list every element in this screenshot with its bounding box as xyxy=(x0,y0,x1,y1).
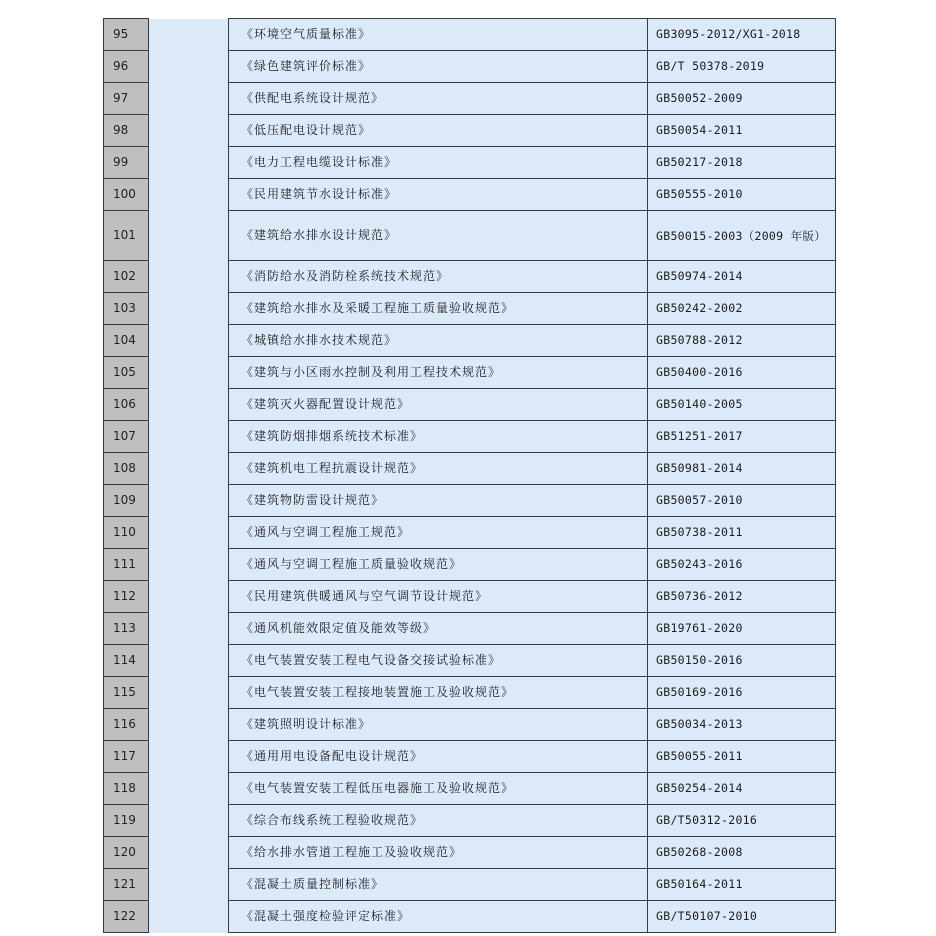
standard-name: 《消防给水及消防栓系统技术规范》 xyxy=(229,261,648,293)
standard-code: GB50140-2005 xyxy=(648,389,836,421)
standard-code: GB50052-2009 xyxy=(648,83,836,115)
standard-name: 《电气装置安装工程接地装置施工及验收规范》 xyxy=(229,677,648,709)
row-number: 109 xyxy=(104,485,149,517)
row-number: 107 xyxy=(104,421,149,453)
row-number: 105 xyxy=(104,357,149,389)
standard-code: GB3095-2012/XG1-2018 xyxy=(648,19,836,51)
standard-code: GB50254-2014 xyxy=(648,773,836,805)
row-number: 115 xyxy=(104,677,149,709)
standard-name: 《民用建筑供暖通风与空气调节设计规范》 xyxy=(229,581,648,613)
standard-code: GB50974-2014 xyxy=(648,261,836,293)
standard-name: 《综合布线系统工程验收规范》 xyxy=(229,805,648,837)
row-number: 101 xyxy=(104,211,149,261)
row-number: 112 xyxy=(104,581,149,613)
standard-name: 《建筑给水排水设计规范》 xyxy=(229,211,648,261)
standard-name: 《通风机能效限定值及能效等级》 xyxy=(229,613,648,645)
standard-code: GB50015-2003（2009 年版） xyxy=(648,211,836,261)
row-number: 99 xyxy=(104,147,149,179)
standard-code: GB50981-2014 xyxy=(648,453,836,485)
standard-code: GB/T50107-2010 xyxy=(648,901,836,933)
standard-name: 《建筑与小区雨水控制及利用工程技术规范》 xyxy=(229,357,648,389)
standard-code: GB50736-2012 xyxy=(648,581,836,613)
standard-code: GB50243-2016 xyxy=(648,549,836,581)
row-number: 95 xyxy=(104,19,149,51)
standard-code: GB/T 50378-2019 xyxy=(648,51,836,83)
standards-table xyxy=(103,18,836,933)
row-number: 104 xyxy=(104,325,149,357)
standard-name: 《电气装置安装工程电气设备交接试验标准》 xyxy=(229,645,648,677)
standard-name: 《电气装置安装工程低压电器施工及验收规范》 xyxy=(229,773,648,805)
row-number: 97 xyxy=(104,83,149,115)
standard-code: GB50034-2013 xyxy=(648,709,836,741)
standard-code: GB50164-2011 xyxy=(648,869,836,901)
row-number: 114 xyxy=(104,645,149,677)
standard-name: 《民用建筑节水设计标准》 xyxy=(229,179,648,211)
row-number: 118 xyxy=(104,773,149,805)
row-number: 121 xyxy=(104,869,149,901)
standard-name: 《城镇给水排水技术规范》 xyxy=(229,325,648,357)
standard-name: 《低压配电设计规范》 xyxy=(229,115,648,147)
standard-name: 《电力工程电缆设计标准》 xyxy=(229,147,648,179)
standard-code: GB50057-2010 xyxy=(648,485,836,517)
standard-name: 《建筑灭火器配置设计规范》 xyxy=(229,389,648,421)
standard-code: GB50150-2016 xyxy=(648,645,836,677)
standard-name: 《通用用电设备配电设计规范》 xyxy=(229,741,648,773)
standard-name: 《建筑机电工程抗震设计规范》 xyxy=(229,453,648,485)
row-number: 110 xyxy=(104,517,149,549)
standard-code: GB50055-2011 xyxy=(648,741,836,773)
row-number: 113 xyxy=(104,613,149,645)
standard-name: 《环境空气质量标准》 xyxy=(229,19,648,51)
standard-code: GB50242-2002 xyxy=(648,293,836,325)
standard-name: 《供配电系统设计规范》 xyxy=(229,83,648,115)
standard-code: GB50054-2011 xyxy=(648,115,836,147)
row-number: 102 xyxy=(104,261,149,293)
standard-name: 《通风与空调工程施工质量验收规范》 xyxy=(229,549,648,581)
row-number: 117 xyxy=(104,741,149,773)
standard-code: GB50217-2018 xyxy=(648,147,836,179)
standard-name: 《建筑照明设计标准》 xyxy=(229,709,648,741)
standards-table-body xyxy=(104,19,836,933)
standard-code: GB50788-2012 xyxy=(648,325,836,357)
standard-name: 《绿色建筑评价标准》 xyxy=(229,51,648,83)
standard-name: 《建筑防烟排烟系统技术标准》 xyxy=(229,421,648,453)
row-number: 106 xyxy=(104,389,149,421)
row-number: 116 xyxy=(104,709,149,741)
row-number: 111 xyxy=(104,549,149,581)
standard-code: GB51251-2017 xyxy=(648,421,836,453)
table-row xyxy=(104,19,836,51)
standard-name: 《通风与空调工程施工规范》 xyxy=(229,517,648,549)
row-number: 98 xyxy=(104,115,149,147)
standard-code: GB50169-2016 xyxy=(648,677,836,709)
standard-code: GB50738-2011 xyxy=(648,517,836,549)
standard-code: GB50400-2016 xyxy=(648,357,836,389)
row-number: 122 xyxy=(104,901,149,933)
category-cell xyxy=(149,19,229,933)
standard-name: 《建筑给水排水及采暖工程施工质量验收规范》 xyxy=(229,293,648,325)
row-number: 120 xyxy=(104,837,149,869)
standard-code: GB19761-2020 xyxy=(648,613,836,645)
row-number: 100 xyxy=(104,179,149,211)
row-number: 96 xyxy=(104,51,149,83)
row-number: 103 xyxy=(104,293,149,325)
row-number: 108 xyxy=(104,453,149,485)
standard-code: GB/T50312-2016 xyxy=(648,805,836,837)
standard-name: 《混凝土强度检验评定标准》 xyxy=(229,901,648,933)
standard-name: 《混凝土质量控制标准》 xyxy=(229,869,648,901)
standard-code: GB50555-2010 xyxy=(648,179,836,211)
row-number: 119 xyxy=(104,805,149,837)
standard-name: 《给水排水管道工程施工及验收规范》 xyxy=(229,837,648,869)
standard-name: 《建筑物防雷设计规范》 xyxy=(229,485,648,517)
standard-code: GB50268-2008 xyxy=(648,837,836,869)
